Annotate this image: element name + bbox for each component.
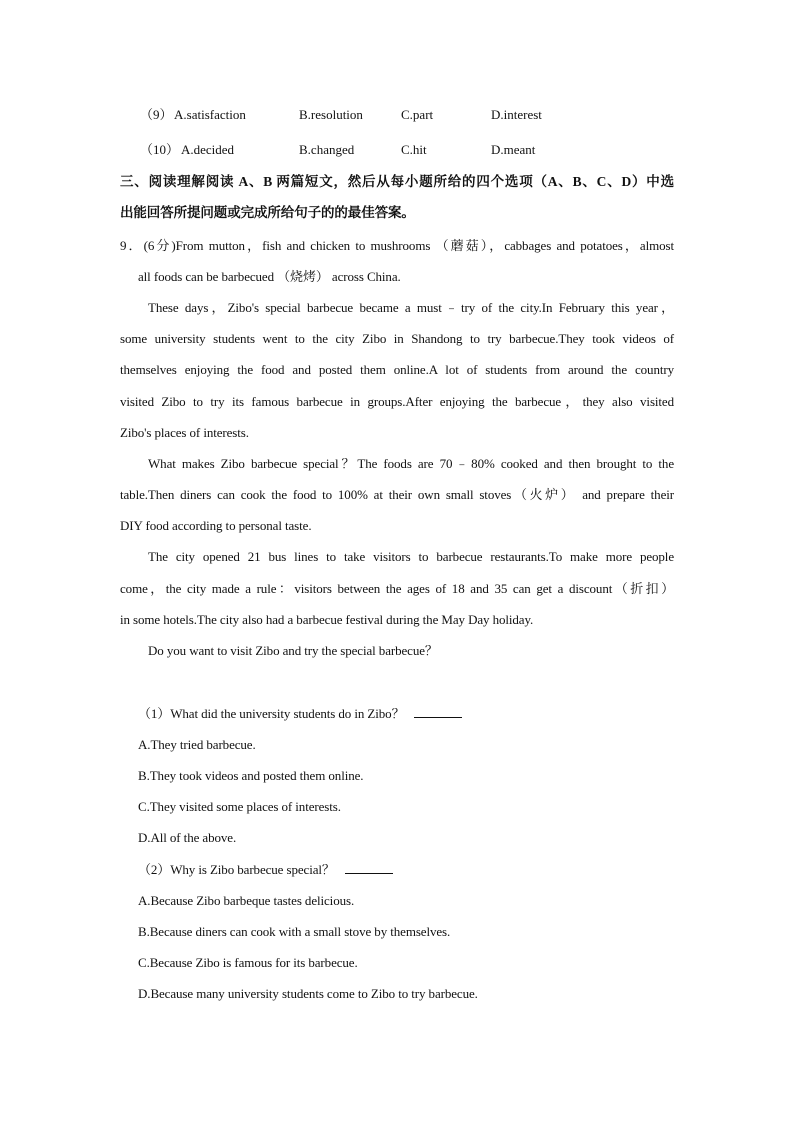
question-1-option-b: B.They took videos and posted them online. — [138, 768, 364, 783]
cloze-q10-option-b: B.changed — [299, 142, 355, 157]
question-2-option-a: A.Because Zibo barbeque tastes delicious. — [138, 893, 355, 908]
answer-blank[interactable] — [414, 705, 462, 718]
cloze-q9-option-d: D.interest — [491, 107, 542, 122]
passage-paragraph-3: in some hotels.The city also had a barbecue festival during the May Day holiday. — [120, 612, 534, 627]
section-heading-cont: 出能回答所提问题或完成所给句子的的最佳答案。 — [120, 205, 415, 220]
question-stem-text: （1）What did the university students do in Zibo？ — [138, 706, 405, 721]
cloze-q9-option-c: C.part — [401, 107, 434, 122]
passage-paragraph-4: Do you want to visit Zibo and try the special barbecue？ — [148, 643, 438, 658]
question-1-option-c: C.They visited some places of interests. — [138, 799, 341, 814]
passage-paragraph-2: table.Then diners can cook the food to 100% at their own small stoves（火炉） and prepare their — [120, 487, 674, 502]
cloze-q9-option-b: B.resolution — [299, 107, 363, 122]
passage-paragraph-2: DIY food according to personal taste. — [120, 518, 312, 533]
cloze-q10-option-c: C.hit — [401, 142, 427, 157]
question-stem-text: （2）Why is Zibo barbecue special？ — [138, 862, 335, 877]
passage-paragraph-3: The city opened 21 bus lines to take visitors to barbecue restaurants.To make more people — [148, 549, 674, 564]
passage-paragraph-1: visited Zibo to try its famous barbecue in groups.After enjoying the barbecue，they also visited — [120, 394, 674, 409]
cloze-q10-number: （10） — [140, 142, 180, 157]
question-9-header-cont: all foods can be barbecued （烧烤） across China. — [138, 269, 401, 284]
question-1-option-a: A.They tried barbecue. — [138, 737, 256, 752]
passage-paragraph-1: These days，Zibo's special barbecue became a must﹣try of the city.In February this year， — [148, 300, 674, 315]
passage-paragraph-1: Zibo's places of interests. — [120, 425, 249, 440]
answer-blank[interactable] — [345, 861, 393, 874]
cloze-q10-option-d: D.meant — [491, 142, 536, 157]
question-2-option-c: C.Because Zibo is famous for its barbecue. — [138, 955, 358, 970]
passage-paragraph-2: What makes Zibo barbecue special？The foods are 70﹣80% cooked and then brought to the — [148, 456, 674, 471]
cloze-q9-option-a: A.satisfaction — [174, 107, 246, 122]
passage-paragraph-1: themselves enjoying the food and posted them online.A lot of students from around the country — [120, 362, 674, 377]
passage-paragraph-3: come，the city made a rule：visitors between the ages of 18 and 35 can get a discount（折扣） — [120, 581, 674, 596]
question-1-stem — [138, 705, 462, 723]
cloze-q9-number: （9） — [140, 107, 173, 122]
passage-paragraph-1: some university students went to the city Zibo in Shandong to try barbecue.They took videos of — [120, 331, 674, 346]
question-2-option-b: B.Because diners can cook with a small stove by themselves. — [138, 924, 451, 939]
question-2-stem — [138, 861, 393, 879]
section-heading: 三、阅读理解阅读 A、B 两篇短文，然后从每小题所给的四个选项（A、B、C、D）中选 — [120, 174, 674, 189]
cloze-q10-option-a: A.decided — [181, 142, 235, 157]
question-2-option-d: D.Because many university students come to Zibo to try barbecue. — [138, 986, 478, 1001]
question-1-option-d: D.All of the above. — [138, 830, 237, 845]
question-9-header: 9．(6分)From mutton，fish and chicken to mushrooms （蘑菇），cabbages and potatoes，almost — [120, 238, 674, 253]
